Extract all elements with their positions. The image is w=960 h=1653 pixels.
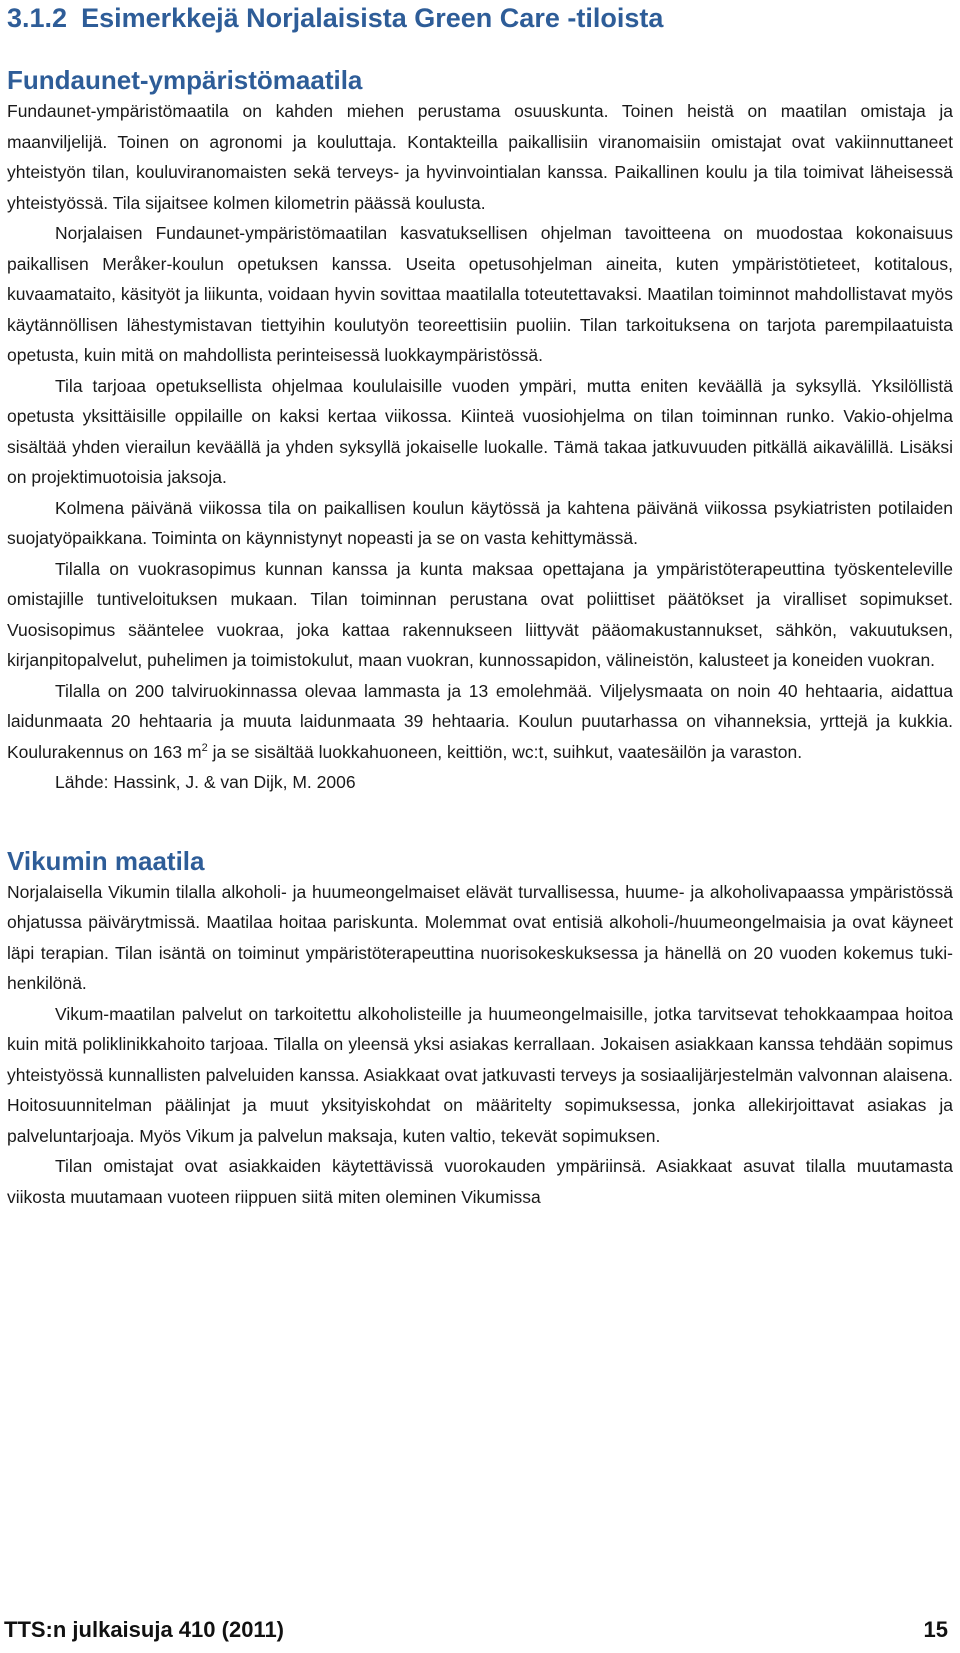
fundaunet-paragraph-5: Tilalla on vuokrasopimus kunnan kanssa ja kunta maksaa opettajana ja ympäristöterapeuttina työskenteleville omistajille tuntiveloituksen mukaan. Tilan toiminnan perustana ovat poliittiset päätökset ja viralliset sopimukset. Vuosisopimus sääntelee vuokraa, joka kattaa rakennukseen liittyvät pääomakustannukset, sähkön, vakuutuksen, kirjanpitopalvelut, puhelimen ja toimistokulut, maan vuokran, kunnossapidon, välineistön, kalusteet ja koneiden vuokran. xyxy=(7,558,953,670)
page-footer xyxy=(4,1614,948,1646)
document-page xyxy=(7,0,953,1212)
page-number: 15 xyxy=(923,1617,948,1642)
fundaunet-paragraph-1: Fundaunet-ympäristömaatila on kahden miehen perustama osuuskunta. Toinen heistä on maatilan omistaja ja maanviljelijä. Toinen on agronomi ja kouluttaja. Kontakteilla paikallisiin viranomaisiin omistajat ovat vakiinnuttaneet yhteistyön tilan, kouluviranomaisten sekä terveys- ja hyvinvointialan kanssa. Paikallinen koulu ja tila toimivat läheisessä yhteistyössä. Tila sijaitsee kolmen kilometrin päässä koulusta. xyxy=(7,101,953,213)
publication-label: TTS:n julkaisuja 410 (2011) xyxy=(4,1617,285,1642)
fundaunet-paragraph-2: Norjalaisen Fundaunet-ympäristömaatilan kasvatuksellisen ohjelman tavoitteena on muodostaa kokonaisuus paikallisen Meråker-koulun opetuksen kanssa. Useita opetusohjelman aineita, kuten ympäristötieteet, kotitalous, kuvaamataito, käsityöt ja liikunta, voidaan hyvin sovittaa maatilalla toteutettavaksi. Maatilan toiminnot mahdollistavat myös käytännöllisen lähestymistavan tiettyihin koulutyön teoreettisiin puoliin. Tilan tarkoituksena on tarjota parempilaatuista opetusta, kuin mitä on mahdollista perinteisessä luokkaympäristössä. xyxy=(7,223,953,365)
fundaunet-paragraph-6-text-after: ja se sisältää luokkahuoneen, keittiön, wc:t, suihkut, vaatesäilön ja varaston. xyxy=(207,741,803,762)
section-number: 3.1.2 xyxy=(7,3,68,33)
square-metre-superscript: 2 xyxy=(201,741,208,754)
fundaunet-paragraph-4: Kolmena päivänä viikossa tila on paikallisen koulun käytössä ja kahtena päivänä viikossa psykiatristen potilaiden suojatyöpaikkana. Toiminta on käynnistynyt nopeasti ja se on vasta kehittymässä. xyxy=(7,497,953,548)
vikum-paragraph-3: Tilan omistajat ovat asiakkaiden käytettävissä vuorokauden ympäriinsä. Asiakkaat asuvat tilalla muutamasta viikosta muutamaan vuoteen riippuen siitä miten oleminen Vikumissa xyxy=(7,1156,953,1207)
vikum-paragraph-1: Norjalaisella Vikumin tilalla alkoholi- ja huumeongelmaiset elävät turvallisessa, huume- ja alkoholivapaassa ympäristössä ohjatussa päivärytmissä. Maatilaa hoitaa pariskunta. Molemmat ovat entisiä alkoholi-/huumeongelmaisia ja ovat käyneet läpi terapian. Tilan isäntä on toiminut ympäristöterapeuttina nuorisokeskuksessa ja hänellä on 20 vuoden kokemus tukihenkilönä. xyxy=(7,881,953,993)
section-title: Esimerkkejä Norjalaisista Green Care -tiloista xyxy=(81,3,664,33)
vikum-paragraph-2: Vikum-maatilan palvelut on tarkoitettu alkoholisteille ja huumeongelmaisille, jotka tarvitsevat tehokkaampaa hoitoa kuin mitä poliklinikkahoito tarjoaa. Tilalla on yleensä yksi asiakas kerrallaan. Jokaisen asiakkaan kanssa tehdään sopimus yhteistyössä kunnallisten palveluiden kanssa. Asiakkaat ovat jatkuvasti terveys ja sosiaalijärjestelmän valvonnan alaisena. Hoitosuunnitelman päälinjat ja muut yksityiskohdat on määritelty sopimuksessa, jonka allekirjoittavat asiakas ja palveluntarjoaja. Myös Vikum ja palvelun maksaja, kuten valtio, tekevät sopimuksen. xyxy=(7,1003,953,1146)
fundaunet-heading: Fundaunet-ympäristömaatila xyxy=(7,65,363,95)
fundaunet-paragraph-6-text-before: Tilalla on 200 talviruokinnassa olevaa lammasta ja 13 emolehmää. Viljelysmaata on noin 40 hehtaaria, aidattua laidunmaata 20 hehtaaria ja muuta laidunmaata 39 hehtaaria. Koulun puutarhassa on vihanneksia, yrttejä ja kukkia. Koulurakennus on 163 m xyxy=(7,680,953,762)
fundaunet-paragraph-3: Tila tarjoaa opetuksellista ohjelmaa koululaisille vuoden ympäri, mutta eniten keväällä ja syksyllä. Yksilöllistä opetusta yksittäisille oppilaille on kaksi kertaa viikossa. Kiinteä vuosiohjelma on tilan toiminnan runko. Vakio-ohjelma sisältää yhden vierailun keväällä ja yhden syksyllä jokaiselle luokalle. Tämä takaa jatkuvuuden pitkällä aikavälillä. Lisäksi on projektimuotoisia jaksoja. xyxy=(7,375,953,487)
fundaunet-paragraph-6 xyxy=(7,676,953,768)
vikum-heading: Vikumin maatila xyxy=(7,845,205,876)
source-citation: Lähde: Hassink, J. & van Dijk, M. 2006 xyxy=(55,772,356,792)
section-heading xyxy=(7,2,953,34)
